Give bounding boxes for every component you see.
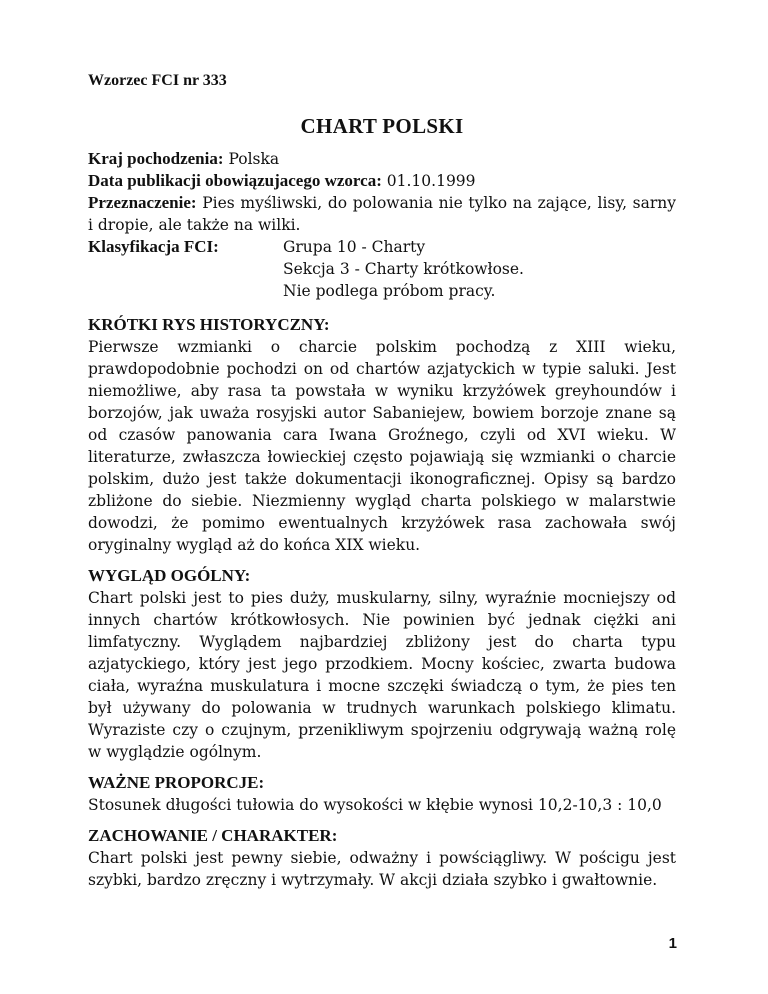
purpose-value: Pies myśliwski, do polowania nie tylko na zające, lisy, sarny i dropie, ale także na wilki. — [88, 194, 676, 234]
origin-row — [88, 148, 676, 170]
section-behaviour — [88, 825, 676, 891]
section-text: Pierwsze wzmianki o charcie polskim pochodzą z XIII wieku, prawdopodobnie pochodzi on od chartów azjatyckich w typie saluki. Jest niemożliwe, aby rasa ta powstała w wyniku krzyżówek greyhoundów i borzojów, jak uważa rosyjski autor Sabaniejew, bowiem borzoje znane są od czasów panowania cara Iwana Groźnego, czyli od XVI wieku. W literaturze, zwłaszcza łowieckiej często pojawiają się wzmianki o charcie polskim, dużo jest także dokumentacji ikonograficznej. Opisy są bardzo zbliżone do siebie. Niezmienny wygląd charta polskiego w malarstwie dowodzi, że pomimo ewentualnych krzyżówek rasa zachowała swój oryginalny wygląd aż do końca XIX wieku. — [88, 338, 676, 554]
date-row — [88, 170, 676, 192]
classification-group: Grupa 10 - Charty — [283, 238, 426, 256]
section-title: KRÓTKI RYS HISTORYCZNY: — [88, 315, 330, 334]
purpose-row — [88, 192, 676, 236]
section-title: WYGLĄD OGÓLNY: — [88, 566, 251, 585]
purpose-label: Przeznaczenie: — [88, 193, 197, 212]
standard-number: Wzorzec FCI nr 333 — [88, 72, 227, 89]
section-general-appearance — [88, 565, 676, 763]
classification-section: Sekcja 3 - Charty krótkowłose. — [283, 260, 524, 278]
classification-row — [88, 236, 676, 302]
document-title: CHART POLSKI — [300, 114, 464, 138]
section-history — [88, 314, 676, 556]
classification-label: Klasyfikacja FCI: — [88, 237, 219, 256]
section-text: Chart polski jest to pies duży, muskularny, silny, wyraźnie mocniejszy od innych chartów krótkowłosych. Nie powinien być jednak ciężki ani limfatyczny. Wyglądem najbardziej zbliżony jest do charta typu azjatyckiego, który jest jego przodkiem. Mocny kościec, zwarta budowa ciała, wyraźna muskulatura i mocne szczęki świadczą o tym, że pies ten był używany do polowania w trudnych warunkach polskiego klimatu. Wyraziste czy o czujnym, przenikliwym spojrzeniu odgrywają ważną rolę w wyglądzie ogólnym. — [88, 589, 676, 761]
section-title: ZACHOWANIE / CHARAKTER: — [88, 826, 338, 845]
origin-value: Polska — [223, 150, 280, 168]
classification-values — [283, 236, 524, 302]
classification-work-trial: Nie podlega próbom pracy. — [283, 282, 496, 300]
page-number: 1 — [668, 935, 677, 952]
section-proportions — [88, 772, 676, 816]
date-value: 01.10.1999 — [381, 172, 476, 190]
origin-label: Kraj pochodzenia: — [88, 149, 224, 168]
section-title: WAŻNE PROPORCJE: — [88, 773, 265, 792]
date-label: Data publikacji obowiązujacego wzorca: — [88, 171, 382, 190]
section-text: Stosunek długości tułowia do wysokości w kłębie wynosi 10,2-10,3 : 10,0 — [88, 796, 662, 814]
section-text: Chart polski jest pewny siebie, odważny i powściągliwy. W pościgu jest szybki, bardzo zręczny i wytrzymały. W akcji działa szybko i gwałtownie. — [88, 849, 676, 889]
document-body — [88, 148, 676, 891]
